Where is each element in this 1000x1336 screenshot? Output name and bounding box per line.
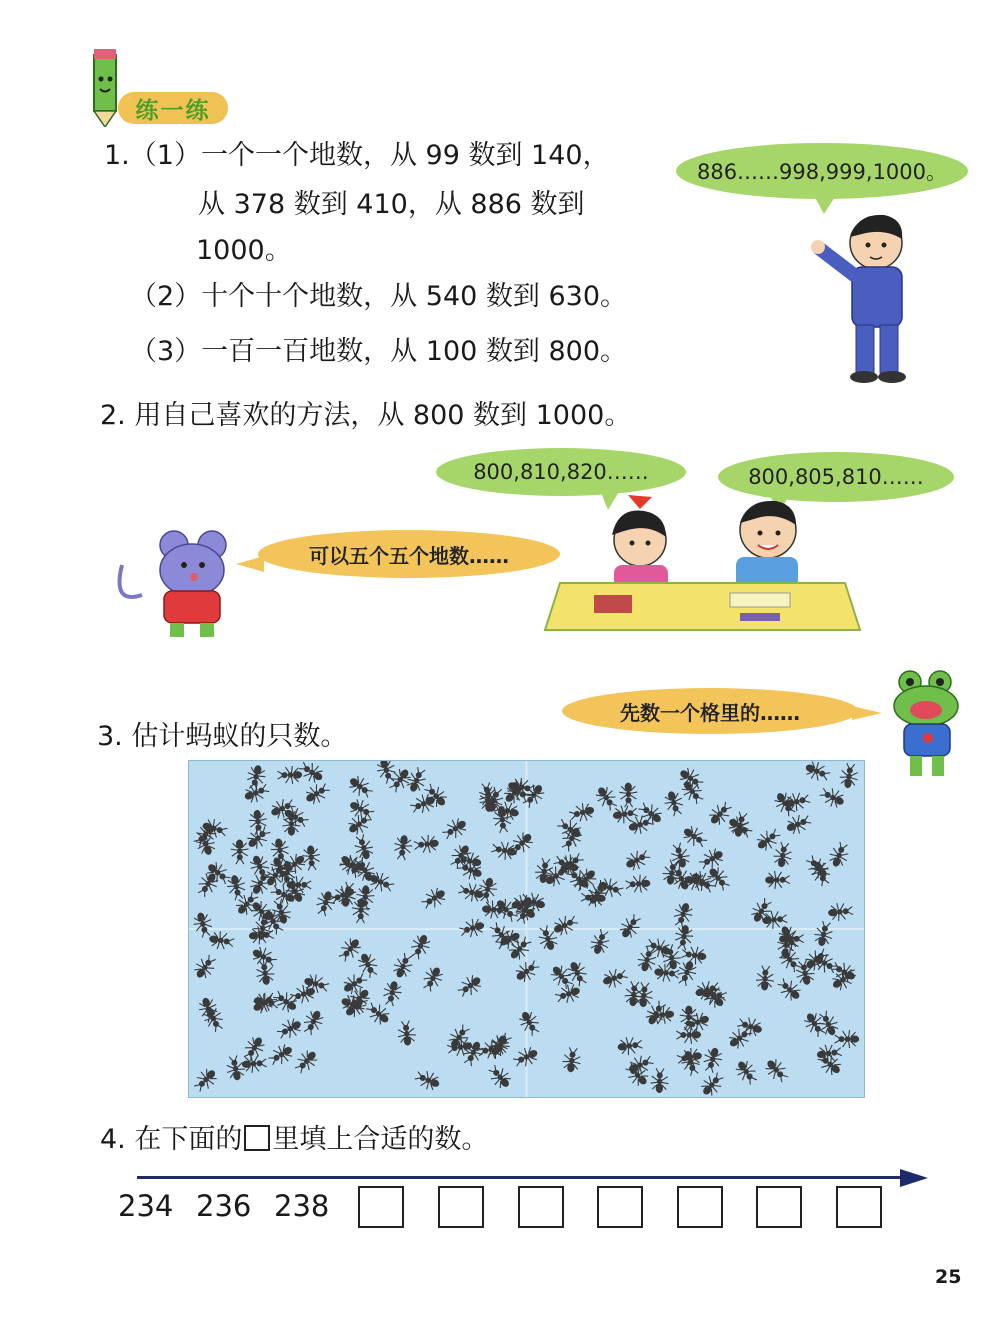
ant-icon xyxy=(230,839,248,864)
speech-bubble-frog: 先数一个格里的…… xyxy=(562,688,858,734)
answer-box-6[interactable] xyxy=(756,1186,802,1228)
boy-pointing-illustration xyxy=(806,205,926,385)
ant-icon xyxy=(697,1069,727,1097)
ant-icon xyxy=(619,782,637,807)
ant-icon xyxy=(616,911,645,941)
ant-icon xyxy=(679,1005,697,1030)
children-at-table-illustration xyxy=(540,485,865,635)
ant-icon xyxy=(241,1054,267,1074)
ant-icon xyxy=(679,822,709,851)
ant-icon xyxy=(553,981,582,1006)
ant-icon xyxy=(191,952,220,982)
ant-icon xyxy=(300,1007,327,1037)
ant-icon xyxy=(625,874,651,894)
ant-icon xyxy=(208,930,235,952)
ant-icon xyxy=(275,1015,305,1043)
q4-text-before: 4. 在下面的 xyxy=(100,1124,243,1155)
ant-icon xyxy=(765,871,790,889)
q3-text: 3. 估计蚂蚁的只数。 xyxy=(97,721,348,752)
ant-icon xyxy=(774,975,804,1005)
q1-line3: 1000。 xyxy=(196,235,292,266)
ant-icon xyxy=(676,1046,703,1068)
number-line xyxy=(137,1176,907,1179)
ant-icon xyxy=(455,971,485,1000)
ant-icon xyxy=(191,1065,221,1095)
ant-icon xyxy=(561,1047,582,1074)
ant-icon xyxy=(248,809,268,835)
ant-icon xyxy=(224,1054,246,1082)
ant-icon xyxy=(266,1041,296,1069)
ant-icon xyxy=(736,1014,765,1039)
ant-icon xyxy=(784,811,814,837)
ant-icon xyxy=(732,1057,761,1087)
number-236: 236 xyxy=(196,1189,252,1223)
ant-icon xyxy=(584,877,612,907)
ant-icon xyxy=(486,1030,515,1060)
ant-icon xyxy=(588,928,613,957)
number-234: 234 xyxy=(118,1189,174,1223)
ant-icon xyxy=(753,825,783,854)
answer-box-7[interactable] xyxy=(836,1186,882,1228)
ant-icon xyxy=(564,959,591,989)
q4-inline-box-icon xyxy=(244,1125,270,1151)
ant-icon xyxy=(291,1046,321,1076)
answer-box-3[interactable] xyxy=(518,1186,564,1228)
number-238: 238 xyxy=(274,1189,330,1223)
ant-icon xyxy=(344,809,374,838)
number-line-arrow-icon xyxy=(900,1169,928,1187)
q1-line2: 从 378 数到 410，从 886 数到 xyxy=(198,189,585,220)
ant-icon xyxy=(458,916,487,940)
ant-icon xyxy=(396,1020,416,1046)
ant-icon xyxy=(817,784,847,811)
ant-icon xyxy=(381,979,404,1007)
ant-icon xyxy=(413,834,439,854)
ant-icon xyxy=(419,884,449,912)
ant-icon xyxy=(313,889,338,918)
ant-grid-drawing xyxy=(189,761,864,1097)
ant-icon xyxy=(550,912,580,939)
ant-icon xyxy=(600,965,629,990)
section-badge: 练一练 xyxy=(118,92,228,124)
ant-icon xyxy=(440,815,470,843)
q1-line1: 1.（1）一个一个地数，从 99 数到 140， xyxy=(104,140,610,171)
ant-icon xyxy=(772,841,794,868)
answer-box-4[interactable] xyxy=(597,1186,643,1228)
q4-text xyxy=(100,1125,488,1153)
ant-icon xyxy=(335,934,365,964)
ant-icon xyxy=(812,920,835,948)
pencil-mascot-icon xyxy=(88,45,122,127)
ant-icon xyxy=(355,950,382,980)
ant-icon xyxy=(277,766,302,784)
ant-icon xyxy=(617,1035,644,1056)
ant-icon xyxy=(490,839,518,861)
ant-icon xyxy=(775,945,804,975)
bubble-tail xyxy=(852,706,882,720)
ant-icon xyxy=(700,1046,724,1075)
ant-icon xyxy=(801,945,831,974)
ant-icon xyxy=(816,1043,843,1064)
page-number: 25 xyxy=(935,1266,962,1288)
speech-bubble-girl: 800,810,820…… xyxy=(436,448,686,496)
ant-icon xyxy=(802,761,832,785)
frog-mascot-illustration xyxy=(884,668,964,783)
answer-box-5[interactable] xyxy=(677,1186,723,1228)
answer-box-2[interactable] xyxy=(438,1186,484,1228)
q1-part2: （2）十个十个地数，从 540 数到 630。 xyxy=(130,281,627,312)
ant-icon xyxy=(516,1008,544,1038)
ant-icon xyxy=(419,964,446,994)
ant-icon xyxy=(302,779,332,807)
ant-icon xyxy=(635,945,659,974)
q2-text: 2. 用自己喜欢的方法，从 800 数到 1000。 xyxy=(100,400,632,431)
ant-icon xyxy=(392,834,413,861)
ant-icon xyxy=(827,902,853,922)
ant-icon xyxy=(247,852,273,882)
ant-icon xyxy=(191,910,215,938)
mouse-mascot-illustration xyxy=(112,525,242,640)
ant-icon xyxy=(351,833,376,862)
ant-icon xyxy=(634,982,654,1008)
ant-icon xyxy=(485,1062,515,1092)
ant-icon xyxy=(670,900,695,929)
ant-icon xyxy=(838,762,859,789)
ant-icon xyxy=(826,840,852,869)
q1-part3: （3）一百一百地数，从 100 数到 800。 xyxy=(130,336,627,367)
ant-icon xyxy=(762,1055,792,1085)
ant-icon xyxy=(421,780,451,810)
ant-icon xyxy=(301,845,321,871)
ant-icon xyxy=(363,999,393,1028)
ant-estimation-grid xyxy=(188,760,865,1098)
ant-icon xyxy=(345,772,375,801)
ant-icon xyxy=(413,1067,443,1093)
ant-icon xyxy=(650,1068,669,1093)
speech-bubble-mouse: 可以五个五个地数…… xyxy=(258,530,560,578)
ant-icon xyxy=(662,789,686,818)
ant-icon xyxy=(240,1033,268,1063)
ant-icon xyxy=(336,881,358,909)
speech-bubble-boy-q2: 800,805,810…… xyxy=(718,452,954,502)
ant-icon xyxy=(835,1030,860,1048)
speech-bubble-boy-q1: 886……998,999,1000。 xyxy=(676,143,968,199)
ant-icon xyxy=(622,846,652,874)
ant-icon xyxy=(568,801,596,825)
ant-icon xyxy=(476,876,499,904)
answer-box-1[interactable] xyxy=(358,1186,404,1228)
ant-icon xyxy=(683,870,711,894)
ant-icon xyxy=(755,965,774,991)
q4-text-after: 里填上合适的数。 xyxy=(272,1124,489,1155)
